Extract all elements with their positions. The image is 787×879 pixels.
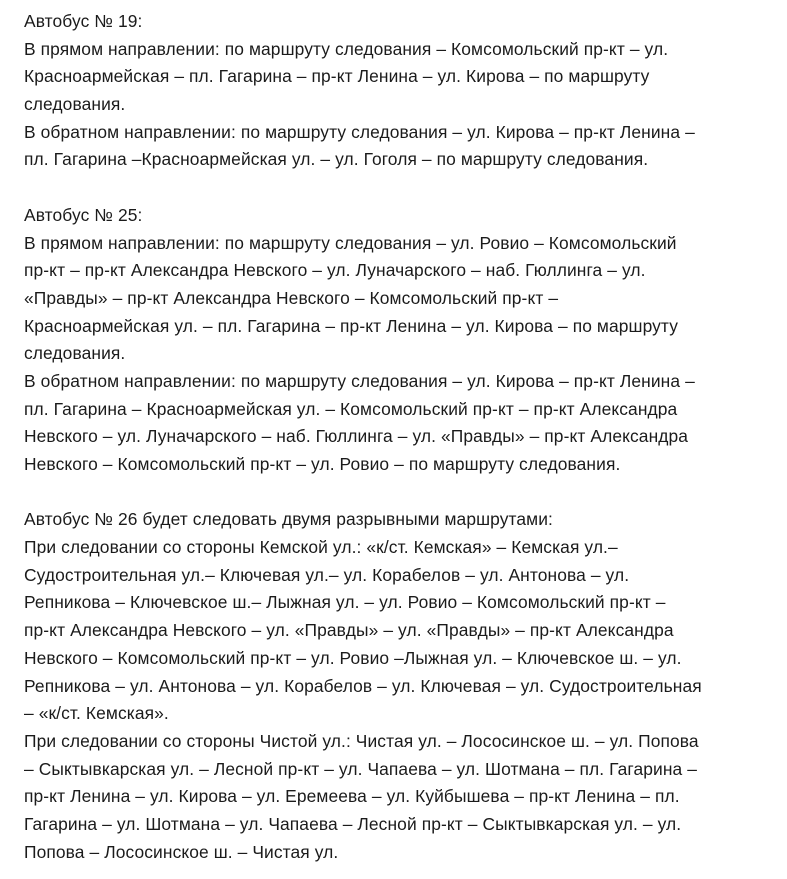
route-heading: Автобус № 25: [24,204,143,225]
route-text-line: Невского – Комсомольский пр-кт – ул. Ровио –Лыжная ул. – Ключевское ш. – ул. [24,647,682,668]
route-text-line: Красноармейская ул. – пл. Гагарина – пр-кт Ленина – ул. Кирова – по маршруту [24,315,678,336]
route-text-line: следования. [24,94,126,115]
route-text-line: пр-кт – пр-кт Александра Невского – ул. Луначарского – наб. Гюллинга – ул. [24,260,646,281]
route-text-line: – «к/ст. Кемская». [24,703,169,724]
route-text-line: Гагарина – ул. Шотмана – ул. Чапаева – Лесной пр-кт – Сыктывкарская ул. – ул. [24,813,682,834]
route-text-line: При следовании со стороны Кемской ул.: «к/ст. Кемская» – Кемская ул.– [24,537,618,558]
document-body [24,8,779,866]
route-text-line: Невского – ул. Луначарского – наб. Гюллинга – ул. «Правды» – пр-кт Александра [24,426,689,447]
route-heading: Автобус № 26 будет следовать двумя разрывными маршрутами: [24,509,553,530]
route-text-line: Красноармейская – пл. Гагарина – пр-кт Ленина – ул. Кирова – по маршруту [24,66,650,87]
route-text-line: «Правды» – пр-кт Александра Невского – Комсомольский пр-кт – [24,287,559,308]
route-text-line: В обратном направлении: по маршруту следования – ул. Кирова – пр-кт Ленина – [24,370,695,391]
route-text-line: Судостроительная ул.– Ключевая ул.– ул. Корабелов – ул. Антонова – ул. [24,564,630,585]
route-text-line: пр-кт Ленина – ул. Кирова – ул. Еремеева – ул. Куйбышева – пр-кт Ленина – пл. [24,786,680,807]
route-text-line: пл. Гагарина – Красноармейская ул. – Комсомольский пр-кт – пр-кт Александра [24,398,678,419]
route-26-block [24,506,779,866]
route-text-line: В обратном направлении: по маршруту следования – ул. Кирова – пр-кт Ленина – [24,121,695,142]
route-heading: Автобус № 19: [24,11,143,31]
route-text-line: Репникова – Ключевское ш.– Лыжная ул. – ул. Ровио – Комсомольский пр-кт – [24,592,666,613]
route-text-line: пр-кт Александра Невского – ул. «Правды» – ул. «Правды» – пр-кт Александра [24,620,674,641]
route-text-line: Попова – Лососинское ш. – Чистая ул. [24,841,339,862]
route-text-line: – Сыктывкарская ул. – Лесной пр-кт – ул. Чапаева – ул. Шотмана – пл. Гагарина – [24,758,698,779]
route-25-block [24,202,779,479]
route-text-line: В прямом направлении: по маршруту следования – Комсомольский пр-кт – ул. [24,38,669,59]
paragraph-spacer [24,479,779,507]
route-text-line: При следовании со стороны Чистой ул.: Чистая ул. – Лососинское ш. – ул. Попова [24,730,699,751]
route-text-line: Репникова – ул. Антонова – ул. Корабелов – ул. Ключевая – ул. Судостроительная [24,675,702,696]
route-19-block [24,8,779,174]
route-text-line: Невского – Комсомольский пр-кт – ул. Ровио – по маршруту следования. [24,454,621,474]
route-text-line: В прямом направлении: по маршруту следования – ул. Ровио – Комсомольский [24,232,677,253]
route-text-line: следования. [24,343,126,364]
route-text-line: пл. Гагарина –Красноармейская ул. – ул. Гоголя – по маршруту следования. [24,149,649,170]
paragraph-spacer [24,174,779,202]
